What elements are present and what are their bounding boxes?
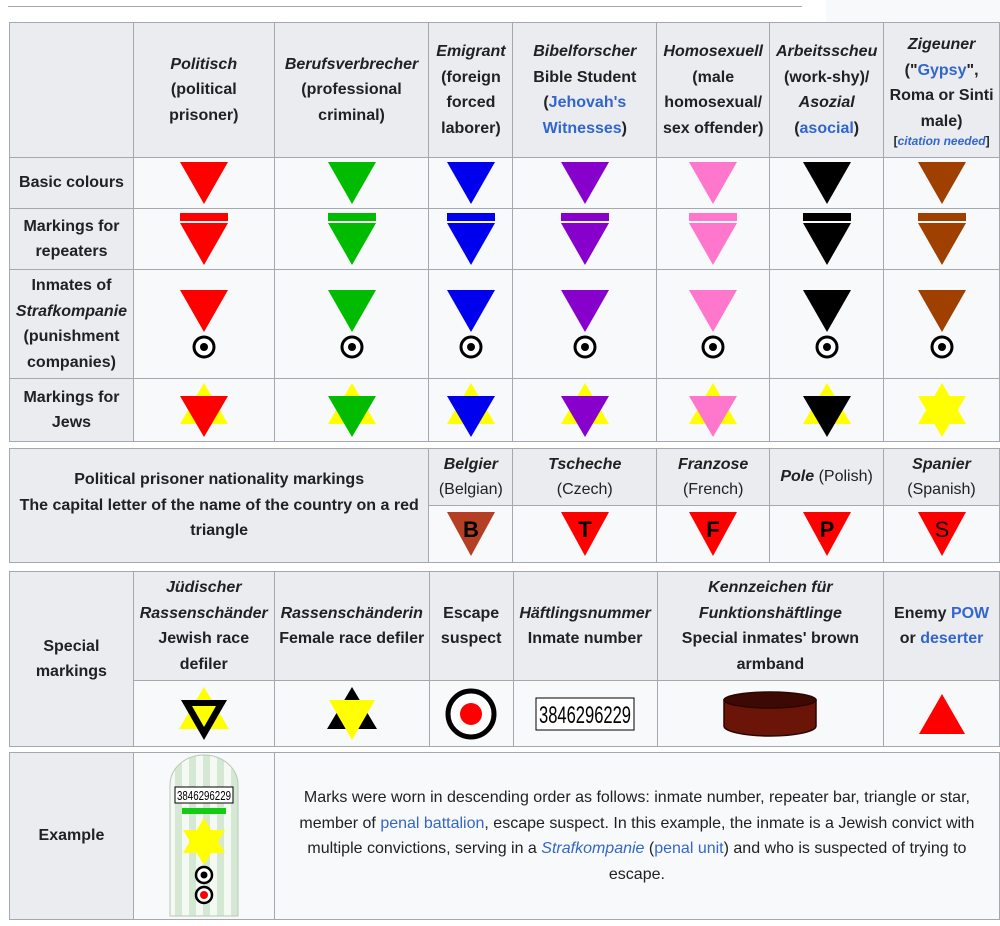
green-triangle-icon bbox=[327, 161, 377, 205]
green-repeater-triangle-icon bbox=[327, 212, 377, 266]
race-defiler-star-icon bbox=[178, 686, 230, 742]
special-markings-table bbox=[9, 571, 1000, 747]
special-header-row bbox=[10, 572, 1000, 681]
rep-blue bbox=[429, 209, 513, 270]
jew-purple bbox=[513, 379, 657, 442]
example-number-text: 3846296229 bbox=[176, 788, 231, 803]
blue-triangle-icon bbox=[446, 161, 496, 205]
badge-letter-p: P bbox=[819, 517, 834, 542]
black-punishment-triangle-icon bbox=[802, 289, 852, 359]
nationality-heading: Political prisoner nationality markings The capital letter of the name of the country on a red triangle bbox=[10, 449, 429, 563]
purple-punishment-triangle-icon bbox=[560, 289, 610, 359]
jew-yellow bbox=[884, 379, 1000, 442]
pun-purple bbox=[513, 270, 657, 379]
pun-black bbox=[770, 270, 884, 379]
col-political: Politisch (political prisoner) bbox=[133, 23, 274, 158]
link-asocial[interactable]: asocial bbox=[799, 119, 854, 137]
jude-symbol bbox=[133, 681, 274, 747]
header-row bbox=[10, 23, 1000, 158]
nat-czech-badge bbox=[513, 506, 657, 563]
badge-letter-b: B bbox=[462, 517, 479, 542]
escape-header: Escape suspect bbox=[429, 572, 513, 681]
basic-black bbox=[770, 158, 884, 209]
link-penal-battalion[interactable]: penal battalion bbox=[380, 814, 485, 832]
pink-repeater-triangle-icon bbox=[688, 212, 738, 266]
nat-french-label: Franzose (French) bbox=[657, 449, 770, 506]
red-star-of-david-icon bbox=[179, 382, 229, 438]
czech-triangle-icon bbox=[560, 511, 610, 557]
jew-green bbox=[274, 379, 429, 442]
french-triangle-icon bbox=[688, 511, 738, 557]
armband-symbol bbox=[657, 681, 884, 747]
purple-triangle-icon bbox=[560, 161, 610, 205]
col-emigrant: Emigrant (foreign forced laborer) bbox=[429, 23, 513, 158]
pun-green bbox=[274, 270, 429, 379]
yellow-star-of-david-icon bbox=[917, 382, 967, 438]
row-label-jews: Markings for Jews bbox=[10, 379, 134, 442]
basic-blue bbox=[429, 158, 513, 209]
spanish-triangle-icon bbox=[917, 511, 967, 557]
green-punishment-triangle-icon bbox=[327, 289, 377, 359]
blue-repeater-triangle-icon bbox=[446, 212, 496, 266]
red-triangle-icon bbox=[179, 161, 229, 205]
badge-letter-f: F bbox=[706, 517, 720, 542]
uniform-example-icon bbox=[169, 755, 239, 917]
brown-repeater-triangle-icon bbox=[917, 212, 967, 266]
inmate-number-text: 3846296229 bbox=[539, 701, 632, 729]
black-star-of-david-icon bbox=[802, 382, 852, 438]
escape-symbol bbox=[429, 681, 513, 747]
jew-pink bbox=[657, 379, 770, 442]
nat-belgian-label: Belgier (Belgian) bbox=[429, 449, 513, 506]
basic-pink bbox=[657, 158, 770, 209]
page-corner bbox=[826, 0, 1000, 22]
rep-green bbox=[274, 209, 429, 270]
top-divider bbox=[8, 6, 802, 7]
punishment-row bbox=[10, 270, 1000, 379]
pink-star-of-david-icon bbox=[688, 382, 738, 438]
jew-black bbox=[770, 379, 884, 442]
blue-punishment-triangle-icon bbox=[446, 289, 496, 359]
col-criminal: Berufsverbrecher (professional criminal) bbox=[274, 23, 429, 158]
badge-letter-t: T bbox=[578, 517, 592, 542]
female-symbol bbox=[274, 681, 429, 747]
row-label-repeaters: Markings for repeaters bbox=[10, 209, 134, 270]
link-jehovahs-witnesses[interactable]: Jehovah's Witnesses bbox=[542, 94, 627, 137]
nat-spanish-label: Spanier (Spanish) bbox=[884, 449, 1000, 506]
corner-cell bbox=[10, 23, 134, 158]
number-header: Häftlingsnummer Inmate number bbox=[513, 572, 657, 681]
link-penal-unit[interactable]: penal unit bbox=[654, 840, 724, 857]
pink-punishment-triangle-icon bbox=[688, 289, 738, 359]
nat-czech-label: Tscheche (Czech) bbox=[513, 449, 657, 506]
pink-triangle-icon bbox=[688, 161, 738, 205]
nat-spanish-badge bbox=[884, 506, 1000, 563]
nat-french-badge bbox=[657, 506, 770, 563]
armband-header: Kennzeichen für Funktionshäftlinge Special inmates' brown armband bbox=[657, 572, 884, 681]
number-symbol bbox=[513, 681, 657, 747]
rep-pink bbox=[657, 209, 770, 270]
inmate-number-plate-icon bbox=[535, 697, 635, 731]
example-label: Example bbox=[10, 753, 134, 920]
belgian-triangle-icon bbox=[446, 511, 496, 557]
col-workshy: Arbeitsscheu (work-shy)/ Asozial (asocial) bbox=[770, 23, 884, 158]
basic-red bbox=[133, 158, 274, 209]
escape-suspect-target-icon bbox=[445, 688, 497, 740]
purple-star-of-david-icon bbox=[560, 382, 610, 438]
rep-black bbox=[770, 209, 884, 270]
example-table bbox=[9, 752, 1000, 920]
brown-armband-icon bbox=[722, 690, 818, 738]
red-punishment-triangle-icon bbox=[179, 289, 229, 359]
nationality-table bbox=[9, 448, 1000, 563]
link-pow[interactable]: POW bbox=[950, 604, 990, 622]
repeaters-row bbox=[10, 209, 1000, 270]
pun-pink bbox=[657, 270, 770, 379]
col-gypsy: Zigeuner ("Gypsy", Roma or Sinti male) [citation needed] bbox=[884, 23, 1000, 158]
pun-brown bbox=[884, 270, 1000, 379]
col-bible: Bibelforscher Bible Student (Jehovah's Witnesses) bbox=[513, 23, 657, 158]
enemy-symbol bbox=[884, 681, 1000, 747]
basic-brown bbox=[884, 158, 1000, 209]
upward-red-triangle-icon bbox=[917, 692, 967, 736]
link-citation-needed[interactable]: citation needed bbox=[897, 134, 986, 148]
example-description: Marks were worn in descending order as follows: inmate number, repeater bar, triangle or star, member of penal battalion, escape suspect. In this example, the inmate is a Jewish convict with multiple convictions, serving in a Strafkompanie (penal unit) and who is suspected of trying to escape. bbox=[274, 753, 999, 920]
special-symbol-row bbox=[10, 681, 1000, 747]
link-deserter[interactable]: deserter bbox=[920, 630, 984, 647]
red-repeater-triangle-icon bbox=[179, 212, 229, 266]
brown-triangle-icon bbox=[917, 161, 967, 205]
nat-belgian-badge bbox=[429, 506, 513, 563]
special-label: Special markings bbox=[10, 572, 134, 747]
link-strafkompanie[interactable]: Strafkompanie bbox=[541, 840, 645, 857]
row-label-punishment: Inmates of Strafkompanie (punishment companies) bbox=[10, 270, 134, 379]
basic-purple bbox=[513, 158, 657, 209]
citation-needed: [citation needed] bbox=[893, 134, 990, 148]
green-star-of-david-icon bbox=[327, 382, 377, 438]
rep-brown bbox=[884, 209, 1000, 270]
example-row bbox=[10, 753, 1000, 920]
polish-triangle-icon bbox=[802, 511, 852, 557]
jew-blue bbox=[429, 379, 513, 442]
female-header: Rassenschänderin Female race defiler bbox=[274, 572, 429, 681]
black-repeater-triangle-icon bbox=[802, 212, 852, 266]
brown-punishment-triangle-icon bbox=[917, 289, 967, 359]
black-triangle-icon bbox=[802, 161, 852, 205]
basic-row bbox=[10, 158, 1000, 209]
categories-table bbox=[9, 22, 1000, 442]
jews-row bbox=[10, 379, 1000, 442]
purple-repeater-triangle-icon bbox=[560, 212, 610, 266]
nat-polish-badge bbox=[770, 506, 884, 563]
enemy-header: Enemy POW or deserter bbox=[884, 572, 1000, 681]
basic-green bbox=[274, 158, 429, 209]
jew-red bbox=[133, 379, 274, 442]
link-gypsy[interactable]: Gypsy bbox=[917, 61, 967, 79]
row-label-basic: Basic colours bbox=[10, 158, 134, 209]
jude-header: Jüdischer Rassenschänder Jewish race defiler bbox=[133, 572, 274, 681]
pun-blue bbox=[429, 270, 513, 379]
col-homosexual: Homosexuell (male homosexual/ sex offender) bbox=[657, 23, 770, 158]
pun-red bbox=[133, 270, 274, 379]
blue-star-of-david-icon bbox=[446, 382, 496, 438]
female-race-defiler-star-icon bbox=[326, 686, 378, 742]
example-uniform-cell bbox=[133, 753, 274, 920]
rep-purple bbox=[513, 209, 657, 270]
nat-polish-label: Pole (Polish) bbox=[770, 449, 884, 506]
badge-letter-s: S bbox=[934, 517, 949, 542]
rep-red bbox=[133, 209, 274, 270]
nationality-header-row bbox=[10, 449, 1000, 506]
